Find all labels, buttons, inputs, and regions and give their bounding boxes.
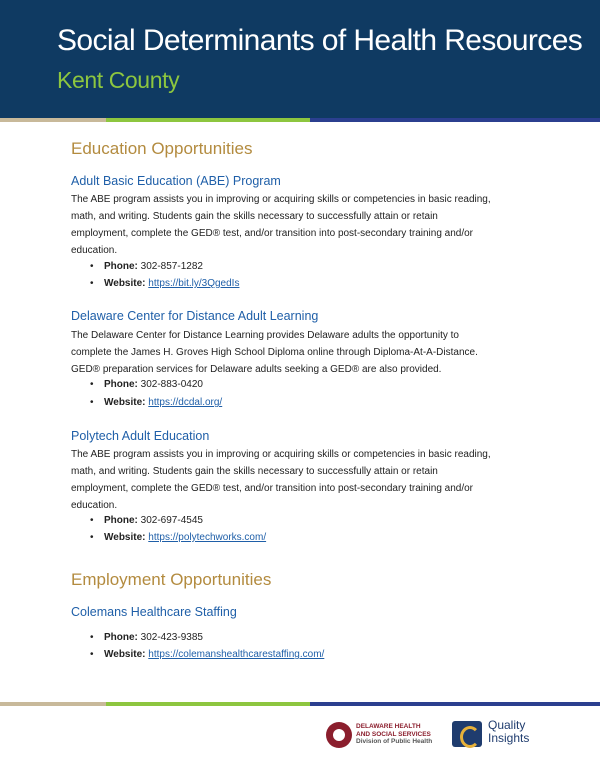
phone-number: 302-883-0420 <box>140 379 203 390</box>
phone-number: 302-697-4545 <box>140 515 203 526</box>
org-description-polytech: The ABE program assists you in improving or acquiring skills or competencies in basic reading, math, and writing. Students gain the skills necessary to successfully attain or retain employment, complete the GED® test, and/or transition into post-secondary training and/or education. <box>71 449 491 511</box>
page-subtitle: Kent County <box>57 67 180 93</box>
page-header <box>0 0 600 118</box>
quality-insights-logo-icon <box>452 721 482 747</box>
section-title-employment: Employment Opportunities <box>71 570 272 589</box>
dhss-logo-icon <box>326 722 352 748</box>
org-name-dcdal: Delaware Center for Distance Adult Learning <box>71 309 319 323</box>
website-item-colemans: • Website: https://colemanshealthcarestaffing.com/ <box>90 649 325 660</box>
org-description-dcdal: The Delaware Center for Distance Learning provides Delaware adults the opportunity to complete the James H. Groves High School Diploma online through Diploma-At-A-Distance. GED® preparation services for Delaware adults seeking a GED® are also provided. <box>71 330 478 375</box>
section-title-education: Education Opportunities <box>71 139 253 158</box>
page-title: Social Determinants of Health Resources <box>57 24 583 57</box>
phone-item-dcdal: • Phone: 302-883-0420 <box>90 379 203 390</box>
phone-number: 302-423-9385 <box>140 632 203 643</box>
website-link-polytech[interactable]: https://polytechworks.com/ <box>148 532 267 543</box>
website-link-abe[interactable]: https://bit.ly/3QgedIs <box>148 278 240 289</box>
phone-number: 302-857-1282 <box>140 261 203 272</box>
org-name-polytech: Polytech Adult Education <box>71 429 210 443</box>
phone-item-abe: • Phone: 302-857-1282 <box>90 261 203 272</box>
org-description-abe: The ABE program assists you in improving or acquiring skills or competencies in basic reading, math, and writing. Students gain the skills necessary to successfully attain or retain employment, complete the GED® test, and/or transition into post-secondary training and/or education. <box>71 194 491 256</box>
quality-insights-logo: Quality Insights <box>452 719 552 751</box>
website-item-dcdal: • Website: https://dcdal.org/ <box>90 397 223 408</box>
website-link-dcdal[interactable]: https://dcdal.org/ <box>148 397 223 408</box>
phone-item-colemans: • Phone: 302-423-9385 <box>90 632 203 643</box>
phone-item-polytech: • Phone: 302-697-4545 <box>90 515 203 526</box>
footer-divider-stripe <box>0 702 600 706</box>
website-item-polytech: • Website: https://polytechworks.com/ <box>90 532 267 543</box>
dhss-logo: DELAWARE HEALTH AND SOCIAL SERVICES Division of Public Health <box>326 722 436 750</box>
website-link-colemans[interactable]: https://colemanshealthcarestaffing.com/ <box>148 649 325 660</box>
org-name-abe: Adult Basic Education (ABE) Program <box>71 174 281 188</box>
org-name-colemans: Colemans Healthcare Staffing <box>71 605 237 619</box>
website-item-abe: • Website: https://bit.ly/3QgedIs <box>90 278 240 289</box>
header-divider-stripe <box>0 118 600 122</box>
